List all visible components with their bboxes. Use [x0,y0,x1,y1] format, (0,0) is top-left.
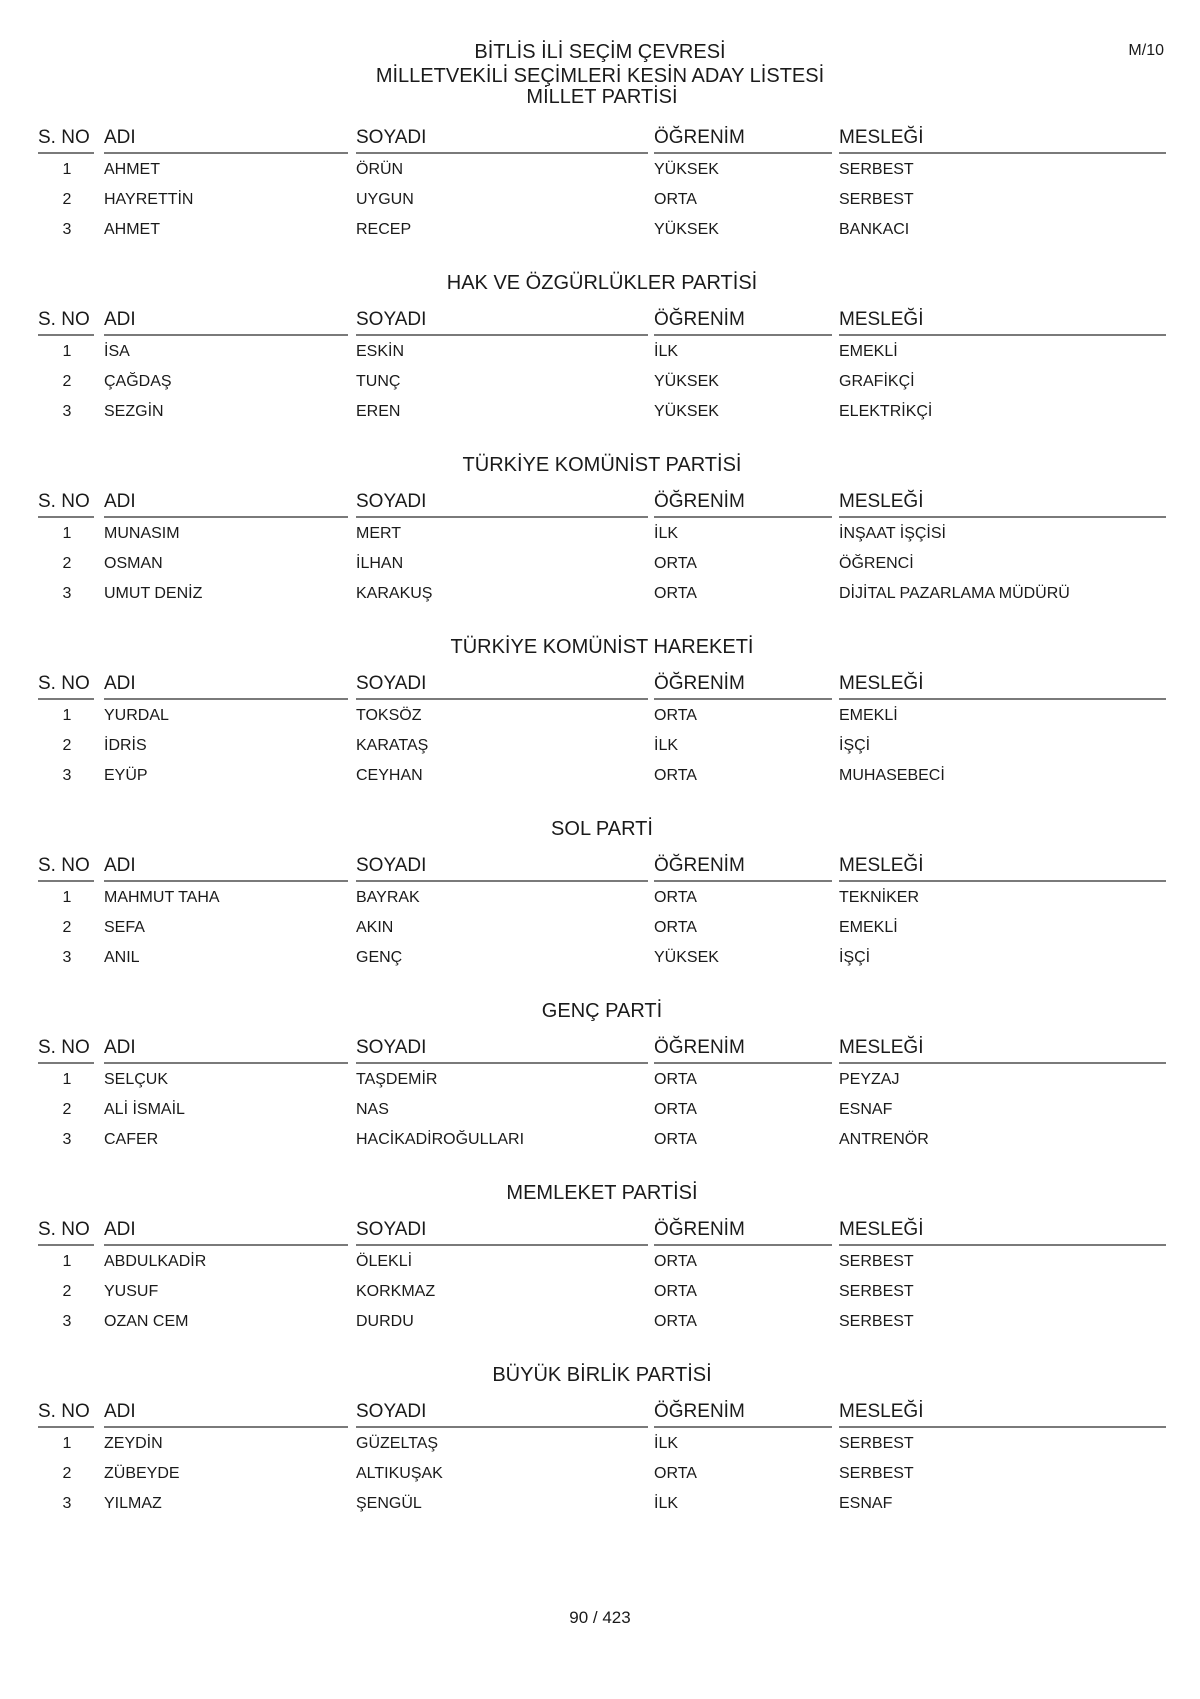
table-cell: EYÜP [104,767,148,784]
table-cell: EMEKLİ [839,343,898,360]
column-header: S. NO [38,308,94,336]
table-cell: İNŞAAT İŞÇİSİ [839,525,946,542]
table-header [38,126,1166,154]
table-cell: MUNASIM [104,525,180,542]
table-row [38,1064,1166,1094]
column-header: SOYADI [356,1036,648,1064]
table-cell: 3 [62,949,72,966]
column-header: MESLEĞİ [839,1400,1166,1428]
table-cell: DURDU [356,1313,414,1330]
table-header [38,672,1166,700]
table-row [38,184,1166,214]
table-cell: GÜZELTAŞ [356,1435,439,1452]
table-cell: ORTA [654,1131,697,1148]
party-title: GENÇ PARTİ [541,1000,663,1022]
column-header: S. NO [38,672,94,700]
table-cell: NAS [356,1101,389,1118]
table-cell: YÜKSEK [654,949,719,966]
column-header: ÖĞRENİM [654,1218,832,1246]
table-cell: ORTA [654,191,697,208]
column-header: S. NO [38,1400,94,1428]
column-header: SOYADI [356,126,648,154]
table-cell: ANIL [104,949,140,966]
column-header: ÖĞRENİM [654,490,832,518]
table-cell: İŞÇİ [839,737,871,754]
table-cell: ORTA [654,889,697,906]
table-cell: ORTA [654,919,697,936]
table-cell: KARAKUŞ [356,585,433,602]
table-cell: 1 [62,707,72,724]
column-header: ÖĞRENİM [654,308,832,336]
table-cell: AHMET [104,161,160,178]
table-cell: ORTA [654,1313,697,1330]
party-section [38,636,1166,790]
party-title: MİLLET PARTİSİ [526,86,678,108]
table-cell: 1 [62,161,72,178]
table-cell: ESNAF [839,1495,893,1512]
column-header: SOYADI [356,1218,648,1246]
party-title: BÜYÜK BİRLİK PARTİSİ [492,1364,712,1386]
header-line-1: BİTLİS İLİ SEÇİM ÇEVRESİ [474,41,726,63]
table-cell: ZÜBEYDE [104,1465,180,1482]
table-cell: 1 [62,1071,72,1088]
table-row [38,1488,1166,1518]
party-title: HAK VE ÖZGÜRLÜKLER PARTİSİ [446,272,758,294]
table-cell: GRAFİKÇİ [839,373,915,390]
table-cell: SERBEST [839,161,914,178]
table-cell: PEYZAJ [839,1071,900,1088]
column-header: ADI [104,490,348,518]
table-cell: CEYHAN [356,767,423,784]
column-header: ADI [104,1036,348,1064]
column-header: ÖĞRENİM [654,126,832,154]
table-cell: BANKACI [839,221,910,238]
table-cell: AHMET [104,221,160,238]
column-header: MESLEĞİ [839,126,1166,154]
party-section [38,272,1166,426]
table-cell: SERBEST [839,1253,914,1270]
table-cell: İLHAN [356,555,404,572]
party-section [38,454,1166,608]
document-header [0,40,1200,88]
column-header: S. NO [38,490,94,518]
table-cell: EREN [356,403,401,420]
table-cell: SEZGİN [104,403,164,420]
table-cell: İLK [654,737,679,754]
table-row [38,578,1166,608]
table-cell: YURDAL [104,707,169,724]
table-cell: ORTA [654,1283,697,1300]
table-cell: YÜKSEK [654,403,719,420]
table-cell: EMEKLİ [839,707,898,724]
table-row [38,214,1166,244]
table-cell: TUNÇ [356,373,401,390]
table-cell: ALİ İSMAİL [104,1101,185,1118]
table-header [38,854,1166,882]
table-cell: HACİKADİROĞULLARI [356,1131,525,1148]
column-header: MESLEĞİ [839,672,1166,700]
table-cell: ABDULKADİR [104,1253,207,1270]
column-header: SOYADI [356,308,648,336]
column-header: ÖĞRENİM [654,1036,832,1064]
table-cell: SERBEST [839,191,914,208]
header-line-2: MİLLETVEKİLİ SEÇİMLERİ KESİN ADAY LİSTESİ [375,65,825,87]
table-row [38,1306,1166,1336]
column-header: MESLEĞİ [839,490,1166,518]
table-cell: RECEP [356,221,412,238]
table-cell: TOKSÖZ [356,707,422,724]
table-cell: İLK [654,1495,679,1512]
table-cell: 1 [62,343,72,360]
table-cell: İSA [104,343,130,360]
table-row [38,336,1166,366]
table-cell: 3 [62,221,72,238]
table-cell: İLK [654,1435,679,1452]
table-cell: ORTA [654,1101,697,1118]
column-header: S. NO [38,126,94,154]
table-cell: CAFER [104,1131,159,1148]
table-row [38,1458,1166,1488]
column-header: MESLEĞİ [839,854,1166,882]
column-header: S. NO [38,1218,94,1246]
party-section [38,86,1166,244]
table-cell: ESKİN [356,343,405,360]
table-cell: 3 [62,1495,72,1512]
page-number: 90 / 423 [569,1608,631,1627]
party-title: TÜRKİYE KOMÜNİST PARTİSİ [462,454,742,476]
table-cell: 1 [62,525,72,542]
table-cell: ORTA [654,1253,697,1270]
table-cell: 1 [62,1253,72,1270]
table-cell: İŞÇİ [839,949,871,966]
column-header: SOYADI [356,672,648,700]
table-cell: YÜKSEK [654,221,719,238]
table-cell: GENÇ [356,949,403,966]
table-cell: EMEKLİ [839,919,898,936]
table-row [38,882,1166,912]
column-header: ADI [104,1218,348,1246]
table-cell: 2 [62,373,72,390]
table-cell: ORTA [654,767,697,784]
table-cell: ORTA [654,1071,697,1088]
party-title: TÜRKİYE KOMÜNİST HAREKETİ [450,636,754,658]
table-cell: 3 [62,1313,72,1330]
table-header [38,1218,1166,1246]
column-header: ADI [104,672,348,700]
table-header [38,490,1166,518]
party-title: SOL PARTİ [551,818,653,840]
table-row [38,366,1166,396]
table-cell: 3 [62,1131,72,1148]
table-cell: UMUT DENİZ [104,585,203,602]
column-header: SOYADI [356,1400,648,1428]
table-cell: ÖLEKLİ [356,1253,413,1270]
table-cell: 1 [62,1435,72,1452]
party-section [38,1182,1166,1336]
table-row [38,912,1166,942]
column-header: ÖĞRENİM [654,1400,832,1428]
party-section [38,818,1166,972]
table-cell: 2 [62,555,72,572]
table-row [38,396,1166,426]
table-row [38,1246,1166,1276]
table-row [38,730,1166,760]
table-cell: HAYRETTİN [104,191,194,208]
column-header: ADI [104,126,348,154]
table-row [38,1094,1166,1124]
table-cell: ÇAĞDAŞ [104,373,172,390]
table-row [38,760,1166,790]
table-cell: ORTA [654,555,697,572]
table-cell: ALTIKUŞAK [356,1465,443,1482]
party-section [38,1000,1166,1154]
table-cell: 2 [62,1283,72,1300]
table-row [38,1276,1166,1306]
table-row [38,942,1166,972]
column-header: ÖĞRENİM [654,672,832,700]
table-row [38,1124,1166,1154]
table-cell: OSMAN [104,555,163,572]
table-cell: ORTA [654,585,697,602]
table-cell: ESNAF [839,1101,893,1118]
page-code: M/10 [1128,42,1164,59]
column-header: ÖĞRENİM [654,854,832,882]
table-row [38,154,1166,184]
table-row [38,700,1166,730]
table-header [38,1036,1166,1064]
table-cell: SEFA [104,919,145,936]
column-header: S. NO [38,1036,94,1064]
table-cell: 2 [62,1101,72,1118]
table-cell: 2 [62,737,72,754]
table-cell: ÖĞRENCİ [839,555,914,572]
table-cell: 2 [62,1465,72,1482]
table-cell: YÜKSEK [654,161,719,178]
table-cell: UYGUN [356,191,414,208]
table-cell: 1 [62,889,72,906]
table-cell: ÖRÜN [356,161,404,178]
table-cell: YÜKSEK [654,373,719,390]
table-header [38,308,1166,336]
table-cell: ANTRENÖR [839,1131,929,1148]
table-cell: YUSUF [104,1283,159,1300]
table-cell: MERT [356,525,402,542]
table-cell: KARATAŞ [356,737,429,754]
table-row [38,1428,1166,1458]
table-row [38,548,1166,578]
party-section [38,1364,1166,1518]
table-cell: 3 [62,767,72,784]
table-cell: BAYRAK [356,889,420,906]
table-cell: AKIN [356,919,394,936]
table-cell: TEKNİKER [839,889,920,906]
table-cell: MUHASEBECİ [839,767,945,784]
table-cell: SERBEST [839,1465,914,1482]
party-title: MEMLEKET PARTİSİ [506,1182,698,1204]
table-cell: 2 [62,919,72,936]
table-header [38,1400,1166,1428]
table-cell: İDRİS [104,737,147,754]
table-cell: ELEKTRİKÇİ [839,403,933,420]
table-cell: SERBEST [839,1283,914,1300]
table-cell: İLK [654,525,679,542]
table-cell: 3 [62,585,72,602]
table-cell: TAŞDEMİR [356,1071,438,1088]
table-cell: 2 [62,191,72,208]
table-cell: İLK [654,343,679,360]
column-header: ADI [104,308,348,336]
table-cell: 3 [62,403,72,420]
column-header: SOYADI [356,490,648,518]
table-cell: ZEYDİN [104,1435,163,1452]
column-header: S. NO [38,854,94,882]
table-cell: SERBEST [839,1313,914,1330]
table-cell: DİJİTAL PAZARLAMA MÜDÜRÜ [839,585,1070,602]
column-header: ADI [104,854,348,882]
table-cell: YILMAZ [104,1495,162,1512]
column-header: SOYADI [356,854,648,882]
table-cell: MAHMUT TAHA [104,889,220,906]
column-header: MESLEĞİ [839,1218,1166,1246]
table-cell: ŞENGÜL [356,1495,422,1512]
table-cell: KORKMAZ [356,1283,436,1300]
table-cell: SERBEST [839,1435,914,1452]
column-header: MESLEĞİ [839,308,1166,336]
table-row [38,518,1166,548]
column-header: ADI [104,1400,348,1428]
table-cell: SELÇUK [104,1071,169,1088]
table-cell: ORTA [654,707,697,724]
column-header: MESLEĞİ [839,1036,1166,1064]
table-cell: ORTA [654,1465,697,1482]
table-cell: OZAN CEM [104,1313,189,1330]
